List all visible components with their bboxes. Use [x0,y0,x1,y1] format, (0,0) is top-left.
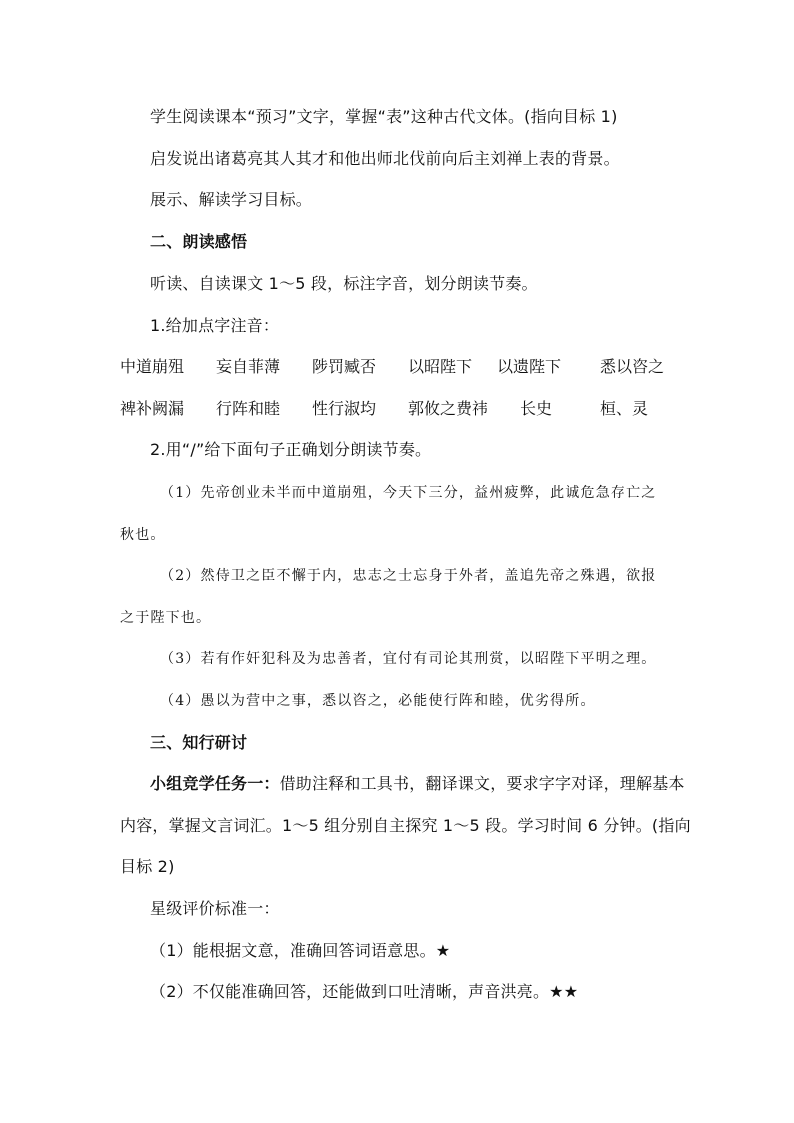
task-one-title: 1.给加点字注音： [150,316,280,335]
section-three-title: 三、知行研讨 [150,733,248,752]
pinyin-term: 悉以咨之 [600,357,665,376]
pinyin-term: 桓、灵 [600,399,649,418]
group-task-line-3: 目标 2) [120,857,175,876]
section-two-title: 二、朗读感悟 [150,232,248,251]
pinyin-term: 郭攸之费祎 [408,399,489,418]
intro-line-3: 展示、解读学习目标。 [150,190,313,209]
group-task-text: 借助注释和工具书，翻译课文，要求字字对译，理解基本 [279,774,685,793]
rhythm-sentence-3: （3）若有作奸犯科及为忠善者，宜付有司论其刑赏，以昭陛下平明之理。 [160,651,657,667]
rhythm-sentence-2-line-2: 之于陛下也。 [120,610,212,626]
intro-line-1: 学生阅读课本“预习”文字，掌握“表”这种古代文体。(指向目标 1) [150,107,618,126]
pinyin-term: 性行淑均 [312,399,377,418]
pinyin-term: 陟罚臧否 [312,357,377,376]
pinyin-term: 妄自菲薄 [216,357,281,376]
task-two-title: 2.用“/”给下面句子正确划分朗读节奏。 [150,440,432,459]
pinyin-term: 裨补阙漏 [120,399,185,418]
rating-two: （2）不仅能准确回答，还能做到口吐清晰，声音洪亮。★★ [150,982,579,1001]
rhythm-sentence-4: （4）愚以为营中之事，悉以咨之，必能使行阵和睦，优劣得所。 [160,693,596,709]
pinyin-term: 长史 [520,399,553,418]
rhythm-sentence-1-line-2: 秋也。 [120,527,166,543]
section-two-intro: 听读、自读课文 1～5 段，标注字音，划分朗读节奏。 [150,274,538,293]
pinyin-term: 行阵和睦 [216,399,281,418]
intro-line-2: 启发说出诸葛亮其人其才和他出师北伐前向后主刘禅上表的背景。 [150,149,620,168]
pinyin-term: 以昭陛下 [408,357,473,376]
rhythm-sentence-1-line-1: （1）先帝创业未半而中道崩殂，今天下三分，益州疲弊，此诚危急存亡之 [160,485,657,501]
rating-title: 星级评价标准一： [150,899,280,918]
group-task-line-1 [150,774,685,794]
group-task-line-2: 内容，掌握文言词汇。1～5 组分别自主探究 1～5 段。学习时间 6 分钟。(指向 [120,816,691,835]
pinyin-term: 以遗陛下 [497,357,562,376]
pinyin-term: 中道崩殂 [120,357,185,376]
rating-one: （1）能根据文意，准确回答词语意思。★ [150,941,451,960]
group-task-label: 小组竞学任务一： [150,774,280,793]
rhythm-sentence-2-line-1: （2）然侍卫之臣不懈于内，忠志之士忘身于外者，盖追先帝之殊遇，欲报 [160,568,657,584]
